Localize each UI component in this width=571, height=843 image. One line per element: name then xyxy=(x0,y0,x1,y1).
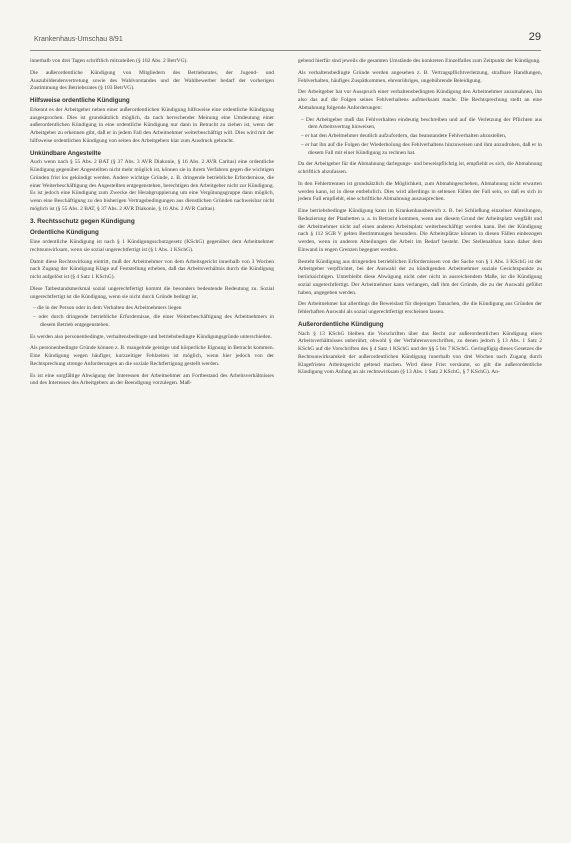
section-heading: Außerordentliche Kündigung xyxy=(298,320,384,328)
right-column xyxy=(298,58,542,381)
list-item: – die in der Person oder in dem Verhalten des Arbeitnehmers liegen xyxy=(30,305,274,313)
paragraph: Es werden also personenbedingte, verhaltensbedingte und betriebsbedingte Kündigungsgründe unterschieden. xyxy=(30,333,272,340)
paragraph: Der Arbeitgeber hat vor Ausspruch einer verhaltensbedingten Kündigung den Arbeitnehmer anzumahnen, ihn also das auf die Folgen seines Fehlverhaltens aufmerksam macht. Die Rechtsprechung stellt an eine Abmahnung folgende Anforderungen: xyxy=(298,89,542,111)
paragraph: Als personenbedingte Gründe können z. B. mangelnde geistige und körperliche Eignung in Betracht kommen. Eine Kündigung wegen häufiger, kurzzeitiger Fehlzeiten ist möglich, wenn hier jedoch von der Rechtsprechung strenge Anforderungen an die soziale Rechtfertigung gestellt werden. xyxy=(30,345,274,367)
paragraph: Damit diese Rechtswirkung eintritt, muß der Arbeitnehmer von dem Arbeitsgericht innerhalb von 3 Wochen nach Zugang der Kündigung Klage auf Feststellung erheben, daß das Arbeitsverhältnis durch die Kündigung nicht aufgelöst ist (§ 4 Satz 1 KSchG). xyxy=(30,258,274,280)
paragraph: Eine ordentliche Kündigung ist nach § 1 Kündigungsschutzgesetz (KSchG) gegenüber dem Arbeitnehmer rechtsunwirksam, wenn sie sozial ungerechtfertigt ist (§ 1 Abs. 1 KSchG). xyxy=(30,239,274,253)
list-item: – Der Arbeitgeber muß das Fehlverhalten eindeutig beschreiben und auf die Verletzung der Pflichten aus dem Arbeitsvertrag hinweisen, xyxy=(298,117,542,133)
list-item: – er hat den Arbeitnehmer deutlich aufzufordern, das beanstandete Fehlverhalten abzustellen, xyxy=(298,133,542,141)
paragraph: Diese Tatbestandsmerkmal sozial ungerechtfertigt kommt die besonders bedeutende Bedeutung zu. Sozial ungerechtfertigt ist die Kündigung, wenn sie nicht durch Gründe bedingt ist, xyxy=(30,285,274,300)
paragraph: Es ist eine sorgfältige Abwägung der Interessen der Arbeitnehmer am Fortbestand des Arbeitsverhältnisses und des Interesses des Arbeitgebers an der Beendigung vorzulegen. Maß- xyxy=(30,372,274,387)
paragraph: Die außerordentliche Kündigung von Mitgliedern des Betriebsrates, der Jugend- und Auszubildendenvertretung sowie des Wahlvorstandes und der Wahlbewerber bedarf der vorherigen Zustimmung des Betriebsrates (§ 103 BetrVG). xyxy=(30,69,274,92)
page-number: 29 xyxy=(528,31,541,43)
paragraph: Da der Arbeitgeber für die Abmahnung darlegungs- und beweispflichtig ist, empfiehlt es sich, die Abmahnung schriftlich abzufassen. xyxy=(298,161,542,175)
paragraph: Auch wenn nach § 55 Abs. 2 BAT (§ 37 Abs. 3 AVR Diakonie, § 16 Abs. 2 AVR Caritas) eine ordentliche Kündigung gegenüber Angestellten nicht mehr möglich ist, können sie in ihrem Verfahren gegen die wichtigen Gründen frist los gekündigt werden. Andere wichtige Gründe, z. B. dringende betriebliche Erfordernisse, die einer Weiterbeschäftigung des Angestellten entgegenstehen, berechtigen den Arbeitgeber nicht zur Kündigung. Es ist jedoch eine Kündigung zum Zwecke der Herabgruppierung um eine Vergütungsgruppe dann möglich, wenn eine Beschäftigung zu den bisherigen Vertragsbedingungen aus dienstlichen Gründen nachweisbar nicht möglich ist (§ 55 Abs. 2 BAT, § 37 Abs. 2 AVR Diakonie, § 16 Abs. 2 AVR Caritas). xyxy=(30,159,274,212)
paragraph: innerhalb von drei Tagen schriftlich mitzuteilen (§ 102 Abs. 2 BetrVG). xyxy=(30,58,188,64)
paragraph: Besteht Kündigung aus dringenden betrieblichen Erfordernissen von der Sache von § 1 Abs. 3 KSchG ist der Arbeitgeber verpflichtet, bei der Auswahl der zu kündigenden Arbeitnehmer soziale Gesichtspunkte zu berücksichtigen. Unterbleibt diese Abwägung nicht oder nicht in ausreichendem Maße, ist die Kündigung sozial ungerechtfertigt. Der Arbeitnehmer kann verlangen, daß ihm der Gründe, die zu der Auswahl geführt haben, angegeben werden. xyxy=(298,258,542,296)
paragraph: In den Fehlertrennen ist grundsätzlich die Möglichkeit, zum Abmahngeschehen, Abmahnung nicht erwarten werden kann, ist in diese entbehrlich. Dies wird allerdings in seltenen Fällen der Fall sein, so daß es sich in jedem Fall empfiehlt, eine schriftliche Abmahnung auszusprechen. xyxy=(298,180,542,203)
section-heading: Hilfsweise ordentliche Kündigung xyxy=(30,97,130,104)
paragraph: Erkennt es der Arbeitgeber neben einer außerordentlichen Kündigung hilfsweise eine ordentliche Kündigung ausgesprochen. Dies ist grundsätzlich möglich, da nach herrschender Meinung eine Umdeutung einer außerordentlichen Kündigung in eine ordentliche Kündigung nur dann in Betracht zu ziehen ist, wenn der Arbeitgeber zu erkennen gibt, daß er in jedem Fall den Arbeitnehmer weiterbeschäftigt will. Dies wird mit der hilfsweise ordentlichen Kündigung von seiten des Arbeitgebers klar zum Ausdruck gebracht. xyxy=(30,106,274,144)
bullet-list xyxy=(30,305,274,329)
paragraph: Nach § 13 KSchG bleiben die Vorschriften über das Recht zur außerordentlichen Kündigung eines Arbeitsverhältnisses unberührt, obwohl § der Verfahrensvorschriften, zu denen jedoch § 13 Abs. 1 Satz 2 KSchG auf die Vorschriften des § 4 Satz 1 KSchG und der §§ 5 bis 7 KSchG. Geringfügig dieses Gesetzes die Rechtsunwirksamkeit der außerordentlichen Kündigung innerhalb von drei Wochen nach Zugang durch Klagefristen Arbeitsgericht geltend machen. Wird diese Frist versäumt, so gilt die außerordentliche Kündigung vom Anfang an als rechtswirksam (§ 13 Abs. 1 Satz 2 KSchG, § 7 KSchG). An- xyxy=(298,330,542,376)
left-column xyxy=(30,58,274,392)
paragraph: gebend hierfür sind jeweils die gesamten Umstände des konkreten Einzelfalles zum Zeitpunkt der Kündigung. xyxy=(298,58,541,64)
running-header xyxy=(30,31,541,51)
bullet-list xyxy=(298,117,542,158)
section-heading: Ordentliche Kündigung xyxy=(30,229,99,237)
paragraph: Als verhaltensbedingte Gründe werden angesehen z. B. Vertragspflichtverletzung, strafbare Handlungen, Fehlverhalten, häufiges Zuspätkommen, ehrenrühriges, ungebührende Beleidigung. xyxy=(298,69,542,84)
paragraph: Der Arbeitnehmer hat allerdings die Beweislast für diejenigen Tatsachen, die die Kündigung aus Gründen der fehlerhaften Auswahl als sozial ungerechtfertigt erscheinen lassen. xyxy=(298,301,542,315)
list-item: – oder durch dringende betriebliche Erfordernisse, die einer Weiterbeschäftigung des Arbeitnehmers in diesem Betrieb entgegenstehen. xyxy=(30,314,274,330)
header-section: Krankenhaus-Umschau 8/91 xyxy=(34,36,123,43)
list-item: – er hat ihn auf die Folgen der Wiederholung des Fehlverhaltens hinzuweisen und ihm anzudrohen, daß er in diesem Fall mit einer Kündigung zu rechnen hat. xyxy=(298,142,542,158)
paragraph: Eine betriebsbedingte Kündigung kann im Krankenhausbereich z. B. bei Schließung einzelner Abteilungen, Reduzierung der Planbetten u. a. in Betracht kommen, wenn aus diesem Grund der Arbeitsplatz wegfällt und der Arbeitnehmer nicht auf einen anderen Arbeitsplatz weiterbeschäftigt werden kann. Bei der Kündigung nach § 112 SGB V gelten Bestimmungen besonders. Die Arbeitsplätze können in diesen Fällen einbezogen werden, wenn in anderen Abteilungen die Arbeit im Bedarf besteht. Der Stellenabbau kann daher dem Einwand in engen Grenzen begegnet werden. xyxy=(298,208,542,253)
section-heading: Unkündbare Angestellte xyxy=(30,149,101,157)
section-heading: 3. Rechtsschutz gegen Kündigung xyxy=(30,217,135,225)
